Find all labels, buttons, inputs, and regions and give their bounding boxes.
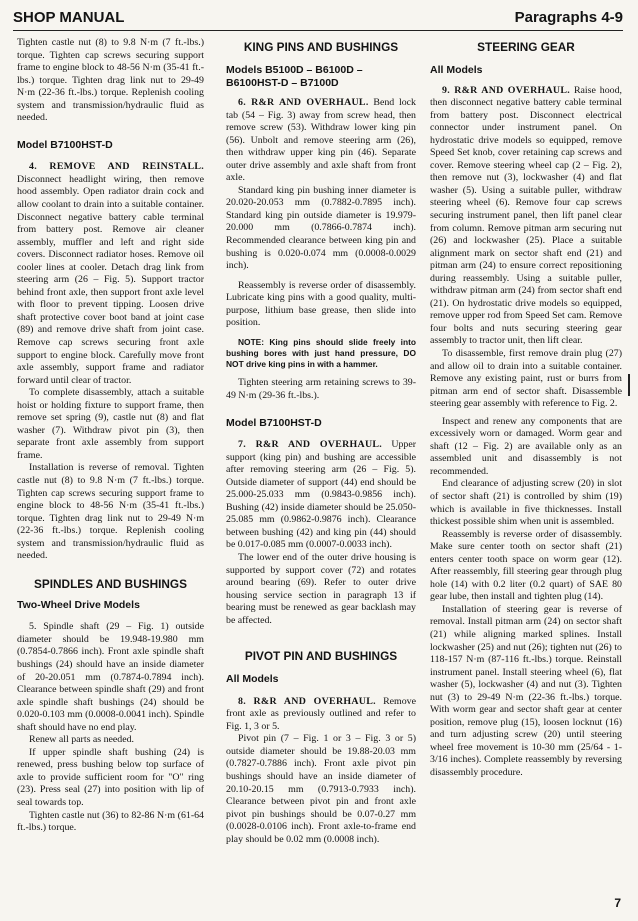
paragraph-8-runin: 8. R&R AND OVERHAUL. [238,695,376,707]
paragraph-9-text: Raise hood, then disconnect negative battery cable terminal from battery post. Disconnect electrical connector under instrument panel. On hydrostatic drive models so equipped, remove Speed Set knob, cover retaining cap screws and cover. Remove steering wheel cap (2 – Fig. 2), then remove nut (3), lockwasher (4) and flat washer (5). Using a suitable puller, withdraw steering wheel (6). Remove four cap screws securing instrument panel, then lift panel clear from column. Remove pitman arm securing nut (26) and lockwasher (25). Place a suitable alignment mark on sector shaft end (21) and pitman arm (24) to ensure correct repositioning during reassembly. Using a suitable puller, withdraw pitman arm (24) from sector shaft end (21). On hydrostatic drive models so equipped, remove upper rod from Speed Set cam. Remove four bolts and nuts securing steering gear assembly to tractor unit, then lift clear. [430,84,623,347]
column-middle [226,37,416,846]
pivot-heading: PIVOT PIN AND BUSHINGS [244,649,398,664]
model-heading: Model B7100HST-D [17,138,113,151]
kingpin-note: NOTE: King pins should slide freely into bushing bores with just hand pressure, DO NOT drive king pins in with a hammer. [226,336,416,370]
paragraph-7-text: Upper support (king pin) and bushing are accessible after removing steering arm (26 – Fig. 5). Outside diameter of support (44) end should be 25.000-25.033 mm (0.9843-0.9856 inch). Bushing (42) inside diameter should be 25.050-25.085 mm (0.9862-0.9876 inch). Clearance between bushing (42) and king pin (44) should be 0.017-0.085 mm (0.0007-0.0033 inch). [226,439,416,551]
paragraph-6-reassembly: Reassembly is reverse order of disassembly. Lubricate king pins with a good quality, multi-purpose, lithium base grease, then slide into position. [226,279,416,329]
paragraph-9-reassembly: Reassembly is reverse order of disassembly. Make sure center tooth on sector shaft (21) enters center tooth space on worm gear (12). After reassembly, fill steering gear through plug hole (14) with 0.2 liter (0.2 quart) of SAE 80 gear lube, then install and tighten plug (14). [430,528,622,603]
spindles-heading: SPINDLES AND BUSHINGS [34,576,187,591]
paragraph-9-clearance: End clearance of adjusting screw (20) in slot of sector shaft (21) is controlled by shim (19) which is available in five thicknesses. Install thickest possible shim when unit is assembled. [430,478,622,528]
paragraph-4 [17,161,204,387]
model-heading-2: Model B7100HST-D [226,416,322,429]
paragraph-6-text: Bend lock tab (54 – Fig. 3) away from screw head, then remove screw (53). Withdraw lower king pin (56). Unbolt and remove steering arm (26), then withdraw upper king pin (46). Separate outer drive assembly and axle shaft from front axle. [226,97,416,184]
paragraph-6-specs: Standard king pin bushing inner diameter is 20.020-20.053 mm (0.7882-0.7895 inch). Standard king pin outside diameter is 19.979-20.000 mm (0.7866-0.7874 inch). Recommended clearance between king pin and bushing is 0.020-0.074 mm (0.0008-0.0029 inch). [226,184,416,272]
paragraph-9 [430,85,622,348]
paragraph-9-installation: Installation of steering gear is reverse of removal. Install pitman arm (24) on sector shaft (21) while aligning marked splines. Install lockwasher (25) and nut (26); tighten nut (26) to 118-157 N·m (87-116 ft.-lbs.) torque. Reinstall instrument panel. Install steering wheel (6), flat washer (5), lockwasher (4) and nut (3). Tighten nut (3) to 29-49 N·m (22-36 ft.-lbs.) torque. With worm gear and sector shaft gear at center position, remove plug (15), loosen locknut (16) and turn adjusting screw (20) until steering wheel free movement is 10-30 mm (25/64 - 1-3/16 inches). Complete reassembly by reversing disassembly procedure. [430,603,622,779]
paragraph-4-installation: Installation is reverse of removal. Tighten castle nut (8) to 9.8 N·m (7 ft.-lbs.) torque. Tighten cap screws securing support frame to engine block to 48-56 N·m (35-41 ft.-lbs.) torque. Tighten drag link nut to 29-49 N·m (22-36 ft.-lbs.) torque. Replenish cooling system and transmission/hydraulic fluid as needed. [17,462,204,562]
paragraph-5: 5. Spindle shaft (29 – Fig. 1) outside diameter should be 19.948-19.980 mm (0.7854-0.7866 inch). Front axle spindle shaft bushings (24) should have an inside diameter of 20-20.051 mm (0.7874-0.7894 inch). Clearance between spindle shaft (29) and front axle spindle shaft bushings (24) should be 0.020-0.103 mm (0.0008-0.0041 inch). Spindle shaft should have no end play. [17,621,204,733]
paragraph-8-specs: Pivot pin (7 – Fig. 1 or 3 – Fig. 3 or 5) outside diameter should be 19.88-20.03 mm (0.7827-0.7886 inch). Front axle pivot pin bushings should have an inside diameter of 20.10-20.15 mm (0.7913-0.7933 inch). Clearance between pivot pin and front axle pivot pin bushings should be 0.07-0.27 mm (0.0028-0.0106 inch). Front axle-to-frame end play should be 0.02 mm (0.0008 inch). [226,733,416,845]
all-models-heading: All Models [226,673,279,686]
paragraph-4-text: Disconnect headlight wiring, then remove hood assembly. Open radiator drain cock and allow coolant to drain into a suitable container. Disconnect negative battery cable terminal from battery post. Remove air cleaner assembly, muffler and left and right side covers. Disconnect radiator hoses. Remove oil cooler lines at cooler. Detach drag link from steering arm (26 – Fig. 5). Support tractor behind front axle, then support front axle level with floor to prevent tipping. Loosen drive shaft protective cover boot band at joint case (89) and remove drive shaft from joint case. Remove cap screws securing front axle support to engine block. Carefully move front axle assembly, support frame and radiator forward until clear of tractor. [17,173,204,386]
paragraph-5-torque: Tighten castle nut (36) to 82-86 N·m (61-64 ft.-lbs.) torque. [17,809,204,834]
paragraph-9-inspect: Inspect and renew any components that are excessively worn or damaged. Worm gear and shaft (12 – Fig. 2) are available only as an assembled unit and disassembly is not recommended. [430,415,622,477]
column-right [430,37,622,780]
column-left [17,37,204,835]
kingpins-heading: KING PINS AND BUSHINGS [243,40,399,54]
steering-heading: STEERING GEAR [477,40,575,54]
paragraph-4-disassembly: To complete disassembly, attach a suitable hoist or holding fixture to support frame, then remove set spring (9), castle nut (8) and flat washer (7). Withdraw pivot pin (3), then separate front axle assembly from support frame. [17,387,204,461]
revision-bar [628,374,630,396]
paragraph-7-housing: The lower end of the outer drive housing is supported by support cover (72) and rotates around bearing (69). Refer to outer drive housing service section in paragraph 13 if bearing must be renewed as gear backlash may be affected. [226,551,416,626]
paragraph-5-bushing: If upper spindle shaft bushing (24) is renewed, press bushing below top surface of axle to provide sufficient room for "O" ring (23). Press seal (27) into position with lip of seal towards top. [17,746,204,808]
paragraph-6 [226,97,416,185]
paragraph-8 [226,696,416,734]
paragraph-7 [226,439,416,552]
two-wheel-heading: Two-Wheel Drive Models [17,598,140,611]
paragraph-9-runin: 9. R&R AND OVERHAUL. [442,84,571,96]
manual-title: SHOP MANUAL [13,9,125,26]
paragraph-range: Paragraphs 4-9 [514,9,623,26]
paragraph-4-runin: 4. REMOVE AND REINSTALL. [29,161,204,173]
page-header [13,8,623,31]
paragraph-5-renew: Renew all parts as needed. [29,734,135,746]
paragraph-8-text: Remove front axle as previously outlined and refer to Fig. 1, 3 or 5. [226,695,416,732]
paragraph-6-torque: Tighten steering arm retaining screws to 39-49 N·m (29-36 ft.-lbs.). [226,377,416,401]
paragraph-intro: Tighten castle nut (8) to 9.8 N·m (7 ft.-lbs.) torque. Tighten cap screws securing support frame to engine block to 48-56 N·m (35-41 ft.-lbs.) torque. Tighten drag link nut to 29-49 N·m (22-36 ft.-lbs.) torque. Replenish cooling system and transmission/hydraulic fluid as needed. [17,37,204,124]
all-models-heading-2: All Models [430,64,483,76]
models-heading: Models B5100D – B6100D – B6100HST-D – B7100D [226,64,363,89]
paragraph-6-runin: 6. R&R AND OVERHAUL. [238,97,369,108]
page-number: 7 [614,896,621,910]
paragraph-7-runin: 7. R&R AND OVERHAUL. [238,439,383,451]
paragraph-9-disassemble: To disassemble, first remove drain plug (27) and allow oil to drain into a suitable container. Remove any existing paint, rust or burrs from pitman arm end of sector shaft. Disassemble steering gear assembly with reference to Fig. 2. [430,347,622,410]
